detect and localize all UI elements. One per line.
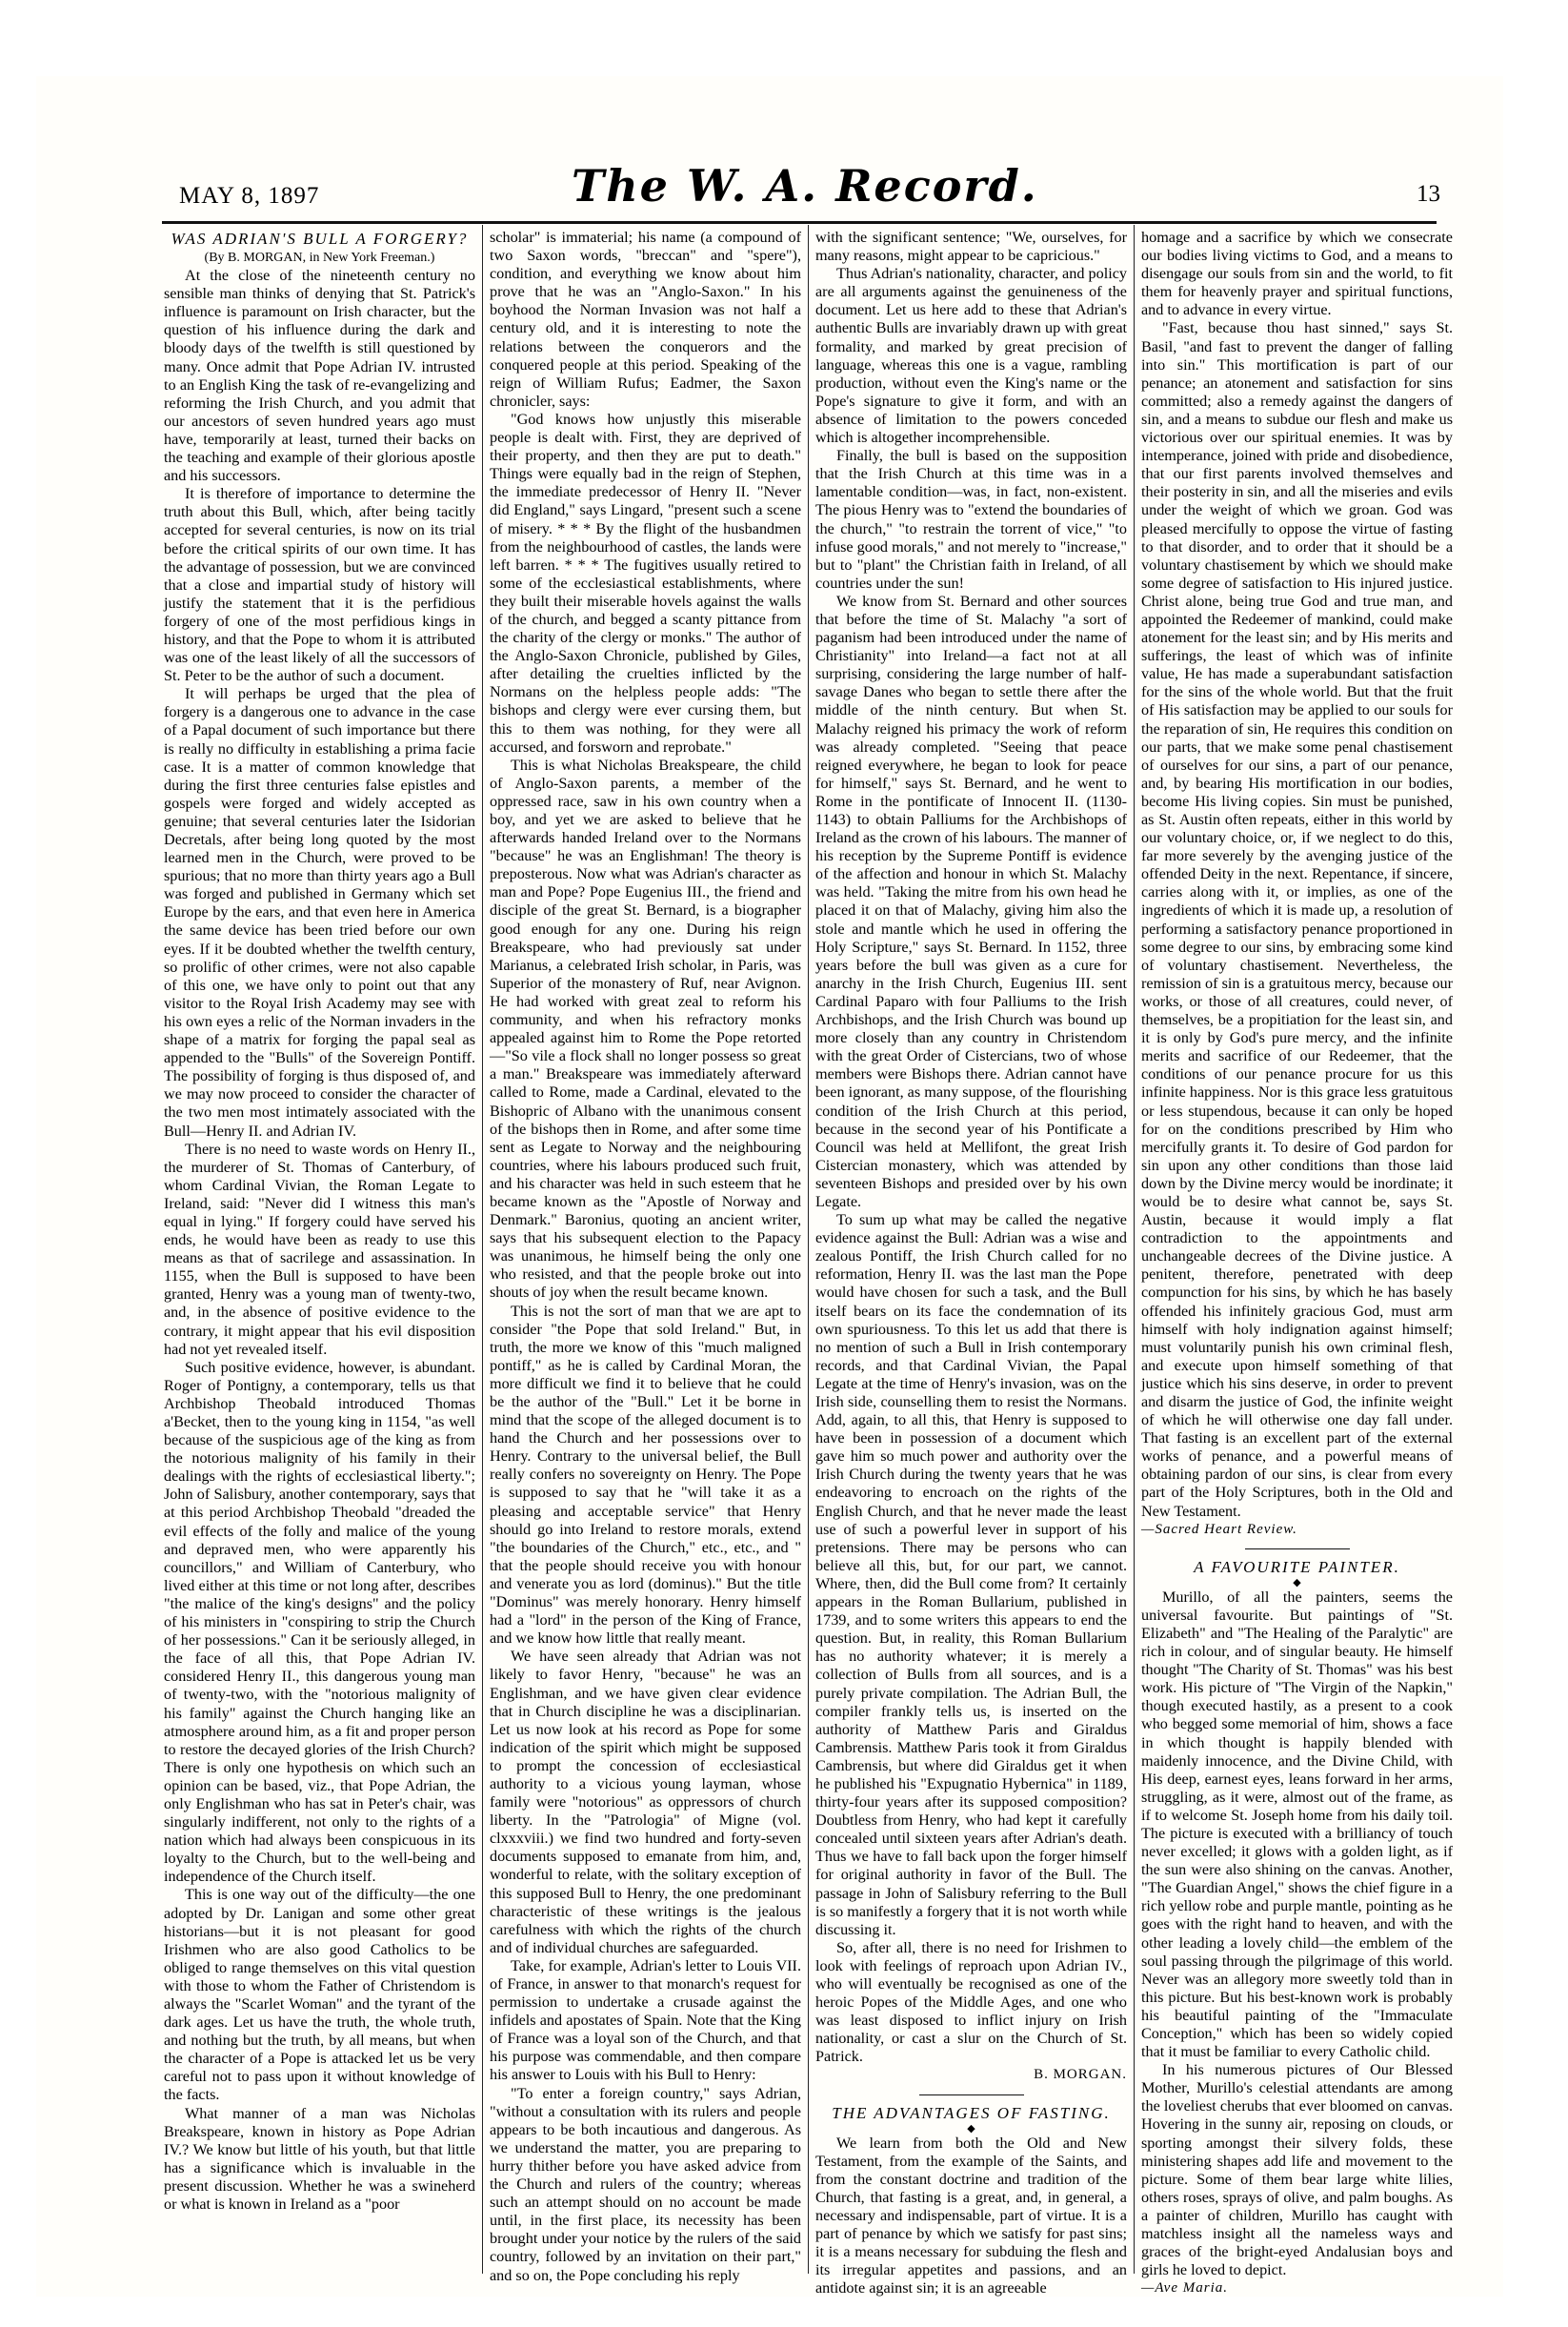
paragraph: This is one way out of the difficulty—the one adopted by Dr. Lanigan and some other great historians—but it is not pleasant for good Irishmen who are also good Catholics to be obliged to range themselves on this vital question with those to whom the Father of Christendom is always the "Scarlet Woman" and the tyrant of the dark ages. Let us have the truth, the whole truth, and nothing but the truth, by all means, but when the character of a Pope is attacked let us be very careful not to pass upon it without knowledge of the facts.	[164, 1886, 475, 2104]
paragraph: "God knows how unjustly this miserable people is dealt with. First, they are deprived of their property, and then they are put to death." Things were equally bad in the reign of Stephen, the immediate predecessor of Henry II. "Never did England," says Lingard, "present such a scene of misery. * * * By the flight of the husbandmen from the neighbourhood of castles, the lands were left barren. * * * The fugitives usually retired to some of the ecclesiastical establishments, where they built their miserable hovels against the walls of the church, and begged a scanty pittance from the charity of the clergy or monks." The author of the Anglo-Saxon Chronicle, published by Giles, after detailing the cruelties inflicted by the Normans on the helpless people adds: "The bishops and clergy were ever cursing them, but this to them was nothing, for they were all accursed, and forsworn and reprobate."	[490, 410, 801, 756]
paragraph: This is what Nicholas Breakspeare, the child of Anglo-Saxon parents, a member of the oppressed race, saw in his own country when a boy, and yet we are asked to believe that he afterwards handed Ireland over to the Normans "because" he was an Englishman! The theory is preposterous. Now what was Adrian's character as man and Pope? Pope Eugenius III., the friend and disciple of the great St. Bernard, is a biographer good enough for any one. During his reign Breakspeare, who had previously sat under Marianus, a celebrated Irish scholar, in Paris, was Superior of the monastery of Ruf, near Avignon. He had worked with great zeal to reform his community, and when his refractory monks appealed against him to Rome the Pope retorted—"So vile a flock shall no longer possess so great a man." Breakspeare was immediately afterward called to Rome, made a Cardinal, elevated to the Bishopric of Albano with the unanimous consent of the bishops then in Rome, and after some time sent as Legate to Norway and the neighbouring countries, where his labours produced such fruit, and his character was held in such esteem that he became known as the "Apostle of Norway and Denmark." Baronius, quoting an ancient writer, says that his subsequent election to the Papacy was unanimous, he himself being the only one who resisted, and that the people broke out into shouts of joy when the result became known.	[490, 756, 801, 1302]
paragraph: It is therefore of importance to determine the truth about this Bull, which, after being tacitly accepted for several centuries, is now on its trial before the critical spirits of our own time. It has the advantage of possession, but we are convinced that a close and impartial study of history will justify the statement that it is the perfidious forgery of one of the most perfidious kings in history, and that the Pope to whom it is attributed was one of the least likely of all the successors of St. Peter to be the author of such a document.	[164, 485, 475, 685]
paragraph: We know from St. Bernard and other sources that before the time of St. Malachy "a sort of paganism had been introduced under the name of Christianity" into Ireland—a fact not at all surprising, considering the large number of half-savage Danes who began to settle there after the middle of the ninth century. But when St. Malachy reigned his primacy the work of reform was already completed. "Seeing that peace reigned everywhere, he began to look for peace for himself," says St. Bernard, and he went to Rome in the pontificate of Innocent II. (1130-1143) to obtain Palliums for the Archbishops of Ireland as the crown of his labours. The manner of his reception by the Supreme Pontiff is evidence of the affection and honour in which St. Malachy was held. "Taking the mitre from his own head he placed it on that of Malachy, giving him also the stole and mantle which he used in offering the Holy Scripture," says St. Bernard. In 1152, three years before the bull was given as a cure for anarchy in the Irish Church, Eugenius III. sent Cardinal Paparo with four Palliums to the Irish Archbishops, and the Irish Church was bound up more closely than any country in Christendom with the great Order of Cistercians, two of whose members were Bishops there. Adrian cannot have been ignorant, as many suppose, of the flourishing condition of the Irish Church at this period, because in the second year of his Pontificate a Council was held at Mellifont, the great Irish Cistercian monastery, which was attended by seventeen Bishops and presided over by his own Legate.	[815, 592, 1127, 1210]
article-byline: (By B. MORGAN, in New York Freeman.)	[204, 251, 435, 265]
page-number: 13	[1417, 181, 1440, 207]
column-1	[164, 229, 475, 2277]
paragraph: There is no need to waste words on Henry II., the murderer of St. Thomas of Canterbury, of whom Cardinal Vivian, the Roman Legate to Ireland, said: "Never did I witness this man's equal in lying." If forgery could have served his ends, he would have been as ready to use this means as that of sacrilege and assassination. In 1155, when the Bull is supposed to have been granted, Henry was a young man of twenty-two, and, in the absence of positive evidence to the contrary, it might appear that his evil disposition had not yet revealed itself.	[164, 1140, 475, 1358]
section-divider	[1245, 1548, 1350, 1549]
diamond-ornament-icon: ◆	[967, 2122, 975, 2135]
paragraph: We have seen already that Adrian was not likely to favor Henry, "because" he was an Englishman, and we have given clear evidence that in Church discipline he was a disciplinarian. Let us now look at his record as Pope for some indication of the spirit which might be supposed to prompt the concession of ecclesiastical authority to a vicious young layman, whose family were "notorious" as oppressors of church liberty. In the "Patrologia" of Migne (vol. clxxxviii.) we find two hundred and forty-seven documents supposed to emanate from him, and, wonderful to relate, with the solitary exception of this supposed Bull to Henry, the one predominant characteristic of these writings is the jealous carefulness with which the rights of the church and of individual churches are safeguarded.	[490, 1648, 801, 1956]
column-divider	[808, 225, 809, 2274]
paragraph: with the significant sentence; "We, ourselves, for many reasons, might appear to be capricious."	[815, 229, 1127, 265]
issue-date: MAY 8, 1897	[179, 183, 320, 209]
diamond-ornament-icon: ◆	[1293, 1576, 1301, 1588]
paragraph: homage and a sacrifice by which we consecrate our bodies living victims to God, and a means to disengage our souls from sin and the world, to fit them for heavenly prayer and spiritual functions, and to advance in every virtue.	[1141, 229, 1453, 319]
section-divider	[919, 2094, 1024, 2095]
paragraph: At the close of the nineteenth century no sensible man thinks of denying that St. Patrick's influence is paramount on Irish character, but the question of his influence during the dark and bloody days of the twelfth is still questioned by many. Once admit that Pope Adrian IV. intrusted to an English King the task of re-evangelizing and reforming the Irish Church, and you admit that our ancestors of seven hundred years ago must have, temporarily at least, turned their backs on the teaching and example of their glorious apostle and his successors.	[164, 267, 475, 485]
column-3	[815, 229, 1127, 2297]
article-source: —Ave Maria.	[1141, 2280, 1228, 2297]
paragraph: Finally, the bull is based on the supposition that the Irish Church at this time was in a lamentable condition—was, in fact, non-existent. The pious Henry was to "extend the boundaries of the church," "to restrain the torrent of vice," "to infuse good morals," and not merely to "increase," but to "plant" the Christian faith in Ireland, of all countries under the sun!	[815, 447, 1127, 592]
paragraph: So, after all, there is no need for Irishmen to look with feelings of reproach upon Adrian IV., who will eventually be recognised as one of the heroic Popes of the Middle Ages, and one who was least disposed to inflict injury on Irish nationality, or cast a slur on the Church of St. Patrick.	[815, 1938, 1127, 2066]
paragraph: Thus Adrian's nationality, character, and policy are all arguments against the genuineness of the document. Let us here add to these that Adrian's authentic Bulls are invariably drawn up with great formality, and marked by great precision of language, whereas this one is a vague, rambling production, without even the King's name or the Pope's signature to give it form, and with an absence of limitation to the powers conceded which is altogether incomprehensible.	[815, 265, 1127, 447]
paragraph: In his numerous pictures of Our Blessed Mother, Murillo's celestial attendants are among the loveliest cherubs that ever bloomed on canvas. Hovering in the sunny air, reposing on clouds, or sporting amongst their silvery folds, these ministering shapes add life and movement to the picture. Some of them bear large white lilies, others roses, sprays of olive, and palm boughs. As a painter of children, Murillo has caught with matchless insight all the nameless ways and graces of the bright-eyed Andalusian boys and girls he loved to depict.	[1141, 2061, 1453, 2279]
paragraph: Take, for example, Adrian's letter to Louis VII. of France, in answer to that monarch's request for permission to undertake a crusade against the infidels and apostates of Spain. Note that the King of France was a loyal son of the Church, and that his purpose was commendable, and then compare his answer to Louis with his Bull to Henry:	[490, 1956, 801, 2084]
paragraph: "Fast, because thou hast sinned," says St. Basil, "and fast to prevent the danger of falling into sin." This mortification is part of our penance; an atonement and satisfaction for sins committed; also a remedy against the dangers of sin, and a means to subdue our flesh and make us victorious over our spiritual enemies. It was by intemperance, joined with pride and disobedience, that our first parents involved themselves and their posterity in sin, and all the miseries and evils under the weight of which we groan. God was pleased mercifully to oppose the virtue of fasting to that disorder, and to order that it should be a voluntary chastisement by which we should make some degree of satisfaction to His injured justice. Christ alone, being true God and true man, and appointed the Redeemer of mankind, could make atonement for the least sin; and by His merits and sufferings, the least of which was of infinite value, He has made a superabundant satisfaction for the sins of the whole world. But that the fruit of His satisfaction may be applied to our souls for the reparation of sin, He requires this condition on our parts, that we make some penal chastisement of ourselves for our sins, a part of our penance, and, by bearing His mortification in our bodies, become His living copies. Sin must be punished, as St. Austin often repeats, either in this world by our voluntary choice, or, if we neglect to do this, far more severely by the avenging justice of the offended Deity in the next. Repentance, if sincere, carries along with it, or implies, as one of the ingredients of which it is made up, a resolution of performing a satisfactory penance proportioned in some degree to our sins, by embracing some kind of voluntary chastisement. Nevertheless, the remission of sin is a gratuitous mercy, because our works, or those of all creatures, could never, of themselves, be a propitiation for the least sin, and it is only by God's pure mercy, and the infinite merits and sacrifice of our Redeemer, that the conditions of our penance procure for us this infinite happiness. Nor is this grace less gratuitous or less stupendous, because it can only be hoped for on the conditions prescribed by Him who mercifully grants it. To desire of God pardon for sin upon any other conditions than those laid down by the Divine mercy would be inordinate; it would be to desire what cannot be, says St. Austin, because it would imply a flat contradiction to the appointments and unchangeable decrees of the Divine justice. A penitent, therefore, penetrated with deep compunction for his sins, by which he has basely offended his infinitely gracious God, must arm himself with holy indignation against himself; must voluntarily punish his own criminal flesh, and execute upon himself something of that justice which his sins deserve, in order to prevent and disarm the justice of God, the infinite weight of which he will otherwise one day fall under. That fasting is an excellent part of the external works of penance, and a powerful means of obtaining pardon of our sins, is clear from every part of the Holy Scriptures, both in the Old and New Testament.	[1141, 319, 1453, 1520]
paragraph: Murillo, of all the painters, seems the universal favourite. But paintings of "St. Elizabeth" and "The Healing of the Paralytic" are rich in colour, and of singular beauty. He himself thought "The Charity of St. Thomas" was his best work. His picture of "The Virgin of the Napkin," though executed hastily, as a present to a cook who begged some memorial of him, shows a face in which thought is happily blended with maidenly innocence, and the Divine Child, with His deep, earnest eyes, leans forward in her arms, struggling, as it were, almost out of the frame, as if to welcome St. Joseph home from his daily toil. The picture is executed with a brilliancy of touch never excelled; it glows with a golden light, as if the sun were also shining on the canvas. Another, "The Guardian Angel," shows the chief figure in a rich yellow robe and purple mantle, pointing as he goes with the right hand to heaven, and with the other leading a lovely child—the emblem of the soul passing through the pilgrimage of this world. Never was an allegory more sweetly told than in this picture. But his best-known work is probably his beautiful painting of the "Immaculate Conception," which has been so widely copied that it must be familiar to every Catholic child.	[1141, 1588, 1453, 2061]
page-header	[67, 160, 1496, 217]
article-title-painter: A FAVOURITE PAINTER.	[1194, 1557, 1400, 1576]
column-4	[1141, 229, 1453, 2297]
header-rule	[162, 221, 1437, 224]
paragraph: This is not the sort of man that we are apt to consider "the Pope that sold Ireland." But, in truth, the more we know of this "much maligned pontiff," as he is called by Cardinal Moran, the more difficult we find it to believe that he could be the author of the "Bull." Let it be borne in mind that the scope of the alleged document is to hand the Church and her possessions over to Henry. Contrary to the universal belief, the Bull really confers no sovereignty on Henry. The Pope is supposed to say that he "will take it as a pleasing and acceptable service" that Henry should go into Ireland to restore morals, extend "the boundaries of the Church," etc., etc., and " that the people should receive you with honour and venerate you as lord (dominus)." But the title "Dominus" was merely honorary. Henry himself had a "lord" in the person of the King of France, and we know how little that really meant.	[490, 1302, 801, 1648]
paragraph: Such positive evidence, however, is abundant. Roger of Pontigny, a contemporary, tells us that Archbishop Theobald introduced Thomas a'Becket, then to the young king in 1154, "as well because of the suspicious age of the king as from the notorious malignity of his family in their dealings with the rights of ecclesiastical liberty."; John of Salisbury, another contemporary, says that at this period Archbishop Theobald "dreaded the evil effects of the folly and malice of the young and depraved men, who were apparently his councillors," and William of Canterbury, who lived either at this time or not long after, describes "the malice of the king's designs" and the policy of his ministers in "conspiring to strip the Church of her possessions." Can it be seriously alleged, in the face of all this, that Pope Adrian IV. considered Henry II., this dangerous young man of twenty-two, with the "notorious malignity of his family" against the Church hanging like an atmosphere around him, as a fit and proper person to restore the decayed glories of the Irish Church? There is only one hypothesis on which such an opinion can be based, viz., that Pope Adrian, the only Englishman who has sat in Peter's chair, was singularly indifferent, not only to the rights of a nation which had always been conspicuous in its loyalty to the Church, but to the well-being and independence of the Church itself.	[164, 1358, 475, 1886]
article-source: —Sacred Heart Review.	[1141, 1521, 1297, 1537]
article-title-adrian: WAS ADRIAN'S BULL A FORGERY?	[171, 230, 469, 248]
paragraph: We learn from both the Old and New Testament, from the example of the Saints, and from the constant doctrine and tradition of the Church, that fasting is a great, and, in general, a necessary and indispensable, part of virtue. It is a part of penance by which we satisfy for past sins; it is a means necessary for subduing the flesh and its irregular appetites and passions, and an antidote against sin; it is an agreeable	[815, 2134, 1127, 2297]
paragraph: To sum up what may be called the negative evidence against the Bull: Adrian was a wise and zealous Pontiff, the Irish Church called for no reformation, Henry II. was the last man the Pope would have chosen for such a task, and the Bull itself bears on its face the condemnation of its own spuriousness. To this let us add that there is no mention of such a Bull in Irish contemporary records, and that Cardinal Vivian, the Papal Legate at the time of Henry's invasion, was on the Irish side, counselling them to resist the Normans. Add, again, to all this, that Henry is supposed to have been in possession of a document which gave him so much power and authority over the Irish Church during the twenty years that he was endeavoring to encroach on the rights of the English Church, and that he never made the least use of such a powerful lever in support of his pretensions. There may be persons who can believe all this, but, for our part, we cannot. Where, then, did the Bull come from? It certainly appears in the Roman Bullarium, published in 1739, and to some writers this appears to end the question. But, in reality, this Roman Bullarium has no authority whatever; it is merely a collection of Bulls from all sources, and is a purely private compilation. The Adrian Bull, the compiler frankly tells us, is inserted on the authority of Matthew Paris and Giraldus Cambrensis. Matthew Paris took it from Giraldus Cambrensis, but where did Giraldus get it when he published his "Expugnatio Hybernica" in 1189, thirty-four years after its supposed composition? Doubtless from Henry, who had kept it carefully concealed until sixteen years after Adrian's death. Thus we have to fall back upon the forger himself for original authority in favor of the Bull. The passage in John of Salisbury referring to the Bull is so manifestly a forgery that it is not worth while discussing it.	[815, 1211, 1127, 1938]
article-title-fasting: THE ADVANTAGES OF FASTING.	[832, 2103, 1111, 2122]
column-divider	[482, 225, 483, 2274]
paragraph: It will perhaps be urged that the plea of forgery is a dangerous one to advance in the case of a Papal document of such importance but there is really no difficulty in establishing a prima facie case. It is a matter of common knowledge that during the first three centuries false epistles and gospels were forged and widely accepted as genuine; that several centuries later the Isidorian Decretals, after being long quoted by the most learned men in the Church, were proved to be spurious; that no more than thirty years ago a Bull was forged and published in Germany which set Europe by the ears, and that even here in America the same device has been tried before our own eyes. If it be doubted whether the twelfth century, so prolific of other crimes, were not also capable of this one, we have only to point out that any visitor to the Royal Irish Academy may see with his own eyes a relic of the Norman invaders in the shape of a matrix for forging the papal seal as appended to the "Bulls" of the Sovereign Pontiff. The possibility of forging is thus disposed of, and we may now proceed to consider the character of the two men most intimately associated with the Bull—Henry II. and Adrian IV.	[164, 685, 475, 1140]
column-2	[490, 229, 801, 2284]
paragraph: "To enter a foreign country," says Adrian, "without a consultation with its rulers and people appears to be both incautious and dangerous. As we understand the matter, you are preparing to hurry thither before you have asked advice from the Church and rulers of the country; whereas such an attempt should on no account be made until, in the first place, its necessity has been brought under your notice by the rulers of the said country, followed by an invitation on their part," and so on, the Pope concluding his reply	[490, 2084, 801, 2284]
author-signoff: B. MORGAN.	[1034, 2067, 1127, 2083]
paragraph: scholar" is immaterial; his name (a compound of two Saxon words, "breccan" and "spere"), condition, and everything we know about him prove that he was an "Anglo-Saxon." In his boyhood the Norman Invasion was not half a century old, and it is interesting to note the relations between the conquerors and the conquered people at this period. Speaking of the reign of William Rufus; Eadmer, the Saxon chronicler, says:	[490, 229, 801, 410]
paragraph: What manner of a man was Nicholas Breakspeare, known in history as Pope Adrian IV.? We know but little of his youth, but that little has a significance which is invaluable in the present discussion. Whether he was a swineherd or what is known in Ireland as a "poor	[164, 2104, 475, 2214]
column-divider	[1134, 225, 1135, 2274]
masthead-title: The W. A. Record.	[572, 160, 1038, 212]
